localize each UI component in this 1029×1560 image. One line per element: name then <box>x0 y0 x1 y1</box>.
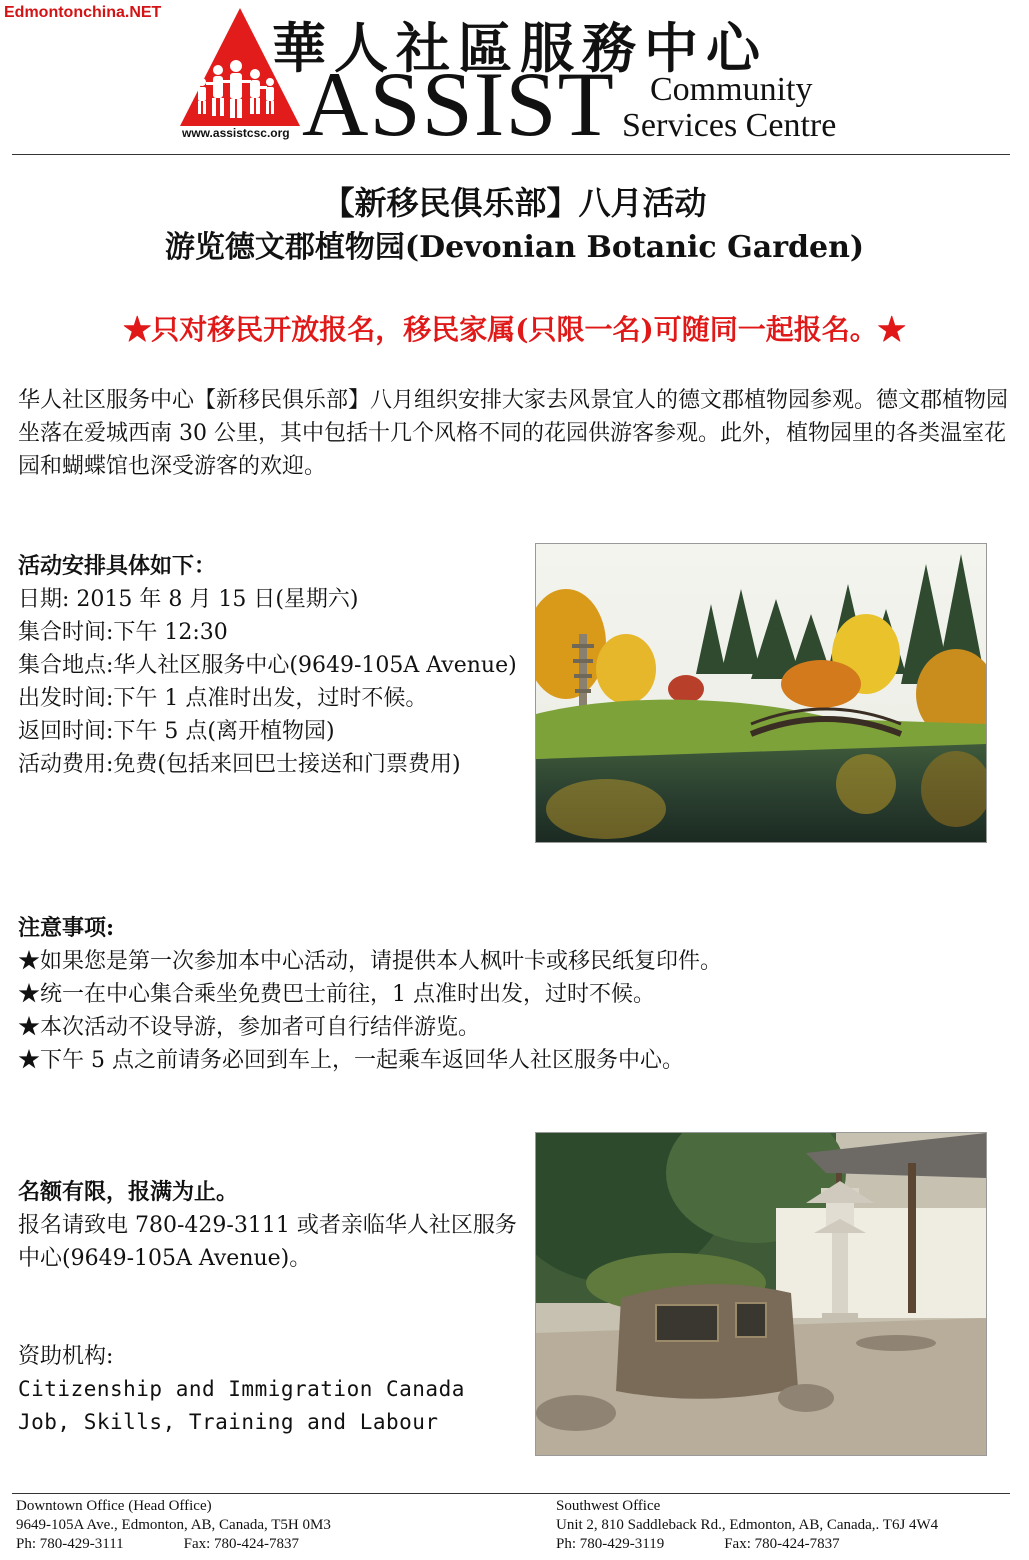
japanese-garden-photo-illustration <box>536 1133 986 1455</box>
logo-assist-wordmark: ASSIST <box>302 53 615 155</box>
office-fax: Fax: 780-424-7837 <box>183 1536 300 1552</box>
schedule-section <box>18 550 518 781</box>
schedule-item: 集合时间:下午 12:30 <box>18 620 228 645</box>
note-item: ★下午 5 点之前请务必回到车上，一起乘车返回华人社区服务中心。 <box>18 1048 684 1073</box>
office-address: Unit 2, 810 Saddleback Rd., Edmonton, AB, Canada,. T6J 4W4 <box>556 1517 939 1533</box>
notes-heading: 注意事项: <box>18 915 115 941</box>
notes-section <box>18 912 1008 1077</box>
schedule-item: 活动费用:免费(包括来回巴士接送和门票费用) <box>18 752 461 777</box>
sponsors-section <box>18 1340 518 1439</box>
site-watermark: Edmontonchina.NET <box>4 4 162 21</box>
garden-pond-photo-illustration <box>536 544 986 842</box>
footer-southwest-office <box>556 1497 938 1554</box>
intro-paragraph: 华人社区服务中心【新移民俱乐部】八月组织安排大家去风景宜人的德文郡植物园参观。德文郡植物园坐落在爱城西南 30 公里，其中包括十几个风格不同的花园供游客参观。此外，植物园里的各类温室花园和蝴蝶馆也深受游客的欢迎。 <box>18 388 1009 479</box>
office-name: Downtown Office (Head Office) <box>16 1498 212 1514</box>
footer-divider <box>12 1493 1010 1494</box>
page-title: 【新移民俱乐部】八月活动 <box>322 184 707 222</box>
signup-section <box>18 1176 518 1275</box>
logo-subtitle-line1: Community <box>650 71 813 108</box>
schedule-item: 返回时间:下午 5 点(离开植物园) <box>18 719 335 744</box>
note-item: ★本次活动不设导游，参加者可自行结伴游览。 <box>18 1015 481 1040</box>
logo-chinese-name: 華人社區服務中心 <box>272 16 768 80</box>
footer-downtown-office <box>16 1497 331 1554</box>
office-address: 9649-105A Ave., Edmonton, AB, Canada, T5H 0M3 <box>16 1517 331 1533</box>
sponsor-item: Job, Skills, Training and Labour <box>18 1410 439 1434</box>
header-divider <box>12 154 1010 155</box>
logo-subtitle <box>622 72 836 144</box>
signup-heading: 名额有限，报满为止。 <box>18 1179 239 1205</box>
office-fax: Fax: 780-424-7837 <box>724 1536 840 1552</box>
sponsors-heading: 资助机构: <box>18 1344 114 1369</box>
schedule-item: 出发时间:下午 1 点准时出发，过时不候。 <box>18 686 428 711</box>
office-phone: Ph: 780-429-3111 <box>16 1536 124 1552</box>
sponsor-item: Citizenship and Immigration Canada <box>18 1377 465 1401</box>
logo-subtitle-line2: Services Centre <box>622 107 837 144</box>
japanese-garden-photo <box>535 1132 987 1456</box>
schedule-heading: 活动安排具体如下： <box>18 553 217 579</box>
schedule-item: 日期: 2015 年 8 月 15 日(星期六) <box>18 587 359 612</box>
note-item: ★统一在中心集合乘坐免费巴士前往，1 点准时出发，过时不候。 <box>18 982 655 1007</box>
garden-pond-photo <box>535 543 987 843</box>
registration-notice: ★只对移民开放报名，移民家属(只限一名)可随同一起报名。★ <box>123 313 906 346</box>
signup-text: 报名请致电 780-429-3111 或者亲临华人社区服务中心(9649-105A Avenue)。 <box>18 1213 517 1271</box>
office-phone: Ph: 780-429-3119 <box>556 1536 665 1552</box>
office-name: Southwest Office <box>556 1498 661 1514</box>
note-item: ★如果您是第一次参加本中心活动，请提供本人枫叶卡或移民纸复印件。 <box>18 949 723 974</box>
schedule-item: 集合地点:华人社区服务中心(9649-105A Avenue) <box>18 653 517 678</box>
page-subtitle: 游览德文郡植物园(Devonian Botanic Garden) <box>164 230 865 265</box>
logo-url: www.assistcsc.org <box>182 126 290 140</box>
